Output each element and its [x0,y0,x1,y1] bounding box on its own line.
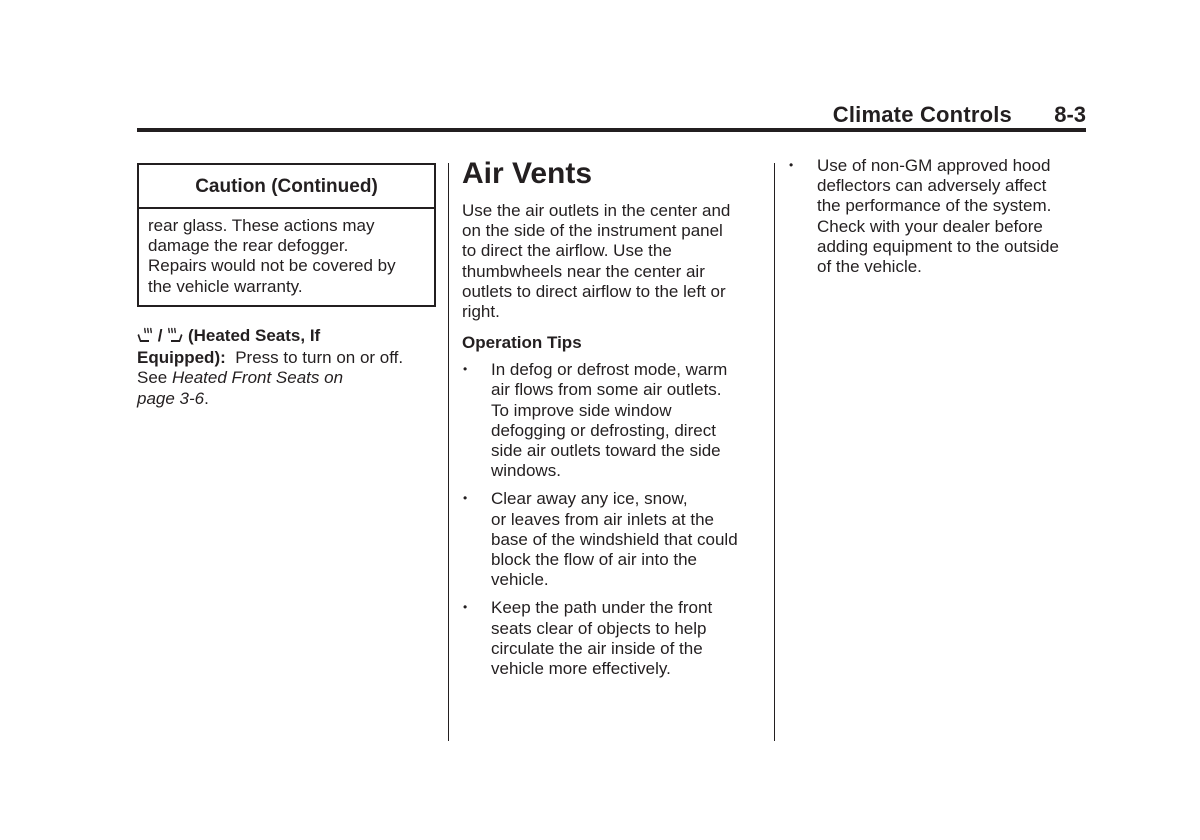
operation-tips-list [462,360,767,679]
list-item [462,489,767,590]
tip-line: defogging or defrosting, direct [491,420,716,440]
page-number: 8-3 [1054,102,1086,127]
bullet-icon: • [789,158,794,172]
column-divider-2 [774,163,775,741]
tip-line: base of the windshield that could [491,529,738,549]
tip-line: To improve side window [491,400,672,420]
heated-seats-line-1 [137,326,437,348]
caution-line: the vehicle warranty. [148,276,303,296]
heated-seats-line-3 [137,368,437,388]
note-line: deflectors can adversely affect [817,176,1047,196]
tip-line: or leaves from air inlets at the [491,509,714,529]
intro-line: on the side of the instrument panel [462,221,723,241]
caution-line: Repairs would not be covered by [148,256,396,276]
note-line: Use of non-GM approved hood [817,156,1051,175]
intro-line: thumbwheels near the center air [462,261,705,281]
tip-line: vehicle. [491,570,549,590]
icon-separator: / [157,326,163,345]
tip-line: Keep the path under the front [491,598,713,618]
heated-seats-line-4 [137,389,437,409]
intro-line: to direct the airflow. Use the [462,241,672,261]
heated-seat-driver-icon [137,326,153,348]
note-line: Check with your dealer before [817,216,1043,236]
tip-line: Clear away any ice, snow, [491,489,688,509]
tip-line: In defog or defrost mode, warm [491,360,728,380]
heated-seats-entry [137,326,437,409]
intro-line: outlets to direct airflow to the left or [462,281,726,301]
header-rule [137,128,1086,132]
list-item [462,360,767,481]
tip-line: side air outlets toward the side [491,441,721,461]
note-line: adding equipment to the outside [817,236,1059,256]
bullet-icon: • [463,491,468,506]
page-header [137,100,1086,130]
caution-box [137,163,436,307]
hood-deflector-list [788,156,1088,277]
reference-period: . [204,388,209,408]
intro-line: Use the air outlets in the center and [462,201,731,220]
caution-heading: Caution (Continued) [139,165,434,209]
cross-reference-page[interactable]: page 3-6 [137,388,205,408]
tip-line: circulate the air inside of the [491,638,703,658]
operation-tips-heading: Operation Tips [462,333,582,353]
chapter-title: Climate Controls [832,102,1012,127]
column-3 [788,156,1088,285]
heated-seats-label-2: Equipped): [137,348,226,368]
caution-line: rear glass. These actions may [148,216,375,235]
tip-line: vehicle more effectively. [491,659,671,679]
bullet-icon: • [463,362,468,377]
note-line: the performance of the system. [817,196,1052,216]
heated-seats-label: (Heated Seats, If [187,326,321,345]
intro-paragraph [462,201,767,322]
note-line: of the vehicle. [817,257,922,277]
list-item [462,598,767,679]
section-title: Air Vents [462,157,593,190]
intro-line: right. [462,302,500,322]
caution-text [139,209,434,305]
air-vents-section [462,156,767,687]
tip-line: air flows from some air outlets. [491,380,722,400]
tip-line: block the flow of air into the [491,550,698,570]
tip-line: windows. [491,461,561,481]
bullet-icon: • [463,600,468,615]
cross-reference-link[interactable]: Heated Front Seats on [171,368,344,388]
tip-line: seats clear of objects to help [491,618,707,638]
heated-seats-description: Press to turn on or off. [235,348,404,368]
column-divider-1 [448,163,449,741]
heated-seat-passenger-icon [167,326,183,348]
list-item [788,156,1088,277]
heated-seats-line-2 [137,348,437,368]
caution-line: damage the rear defogger. [148,236,349,256]
see-text: See [137,368,168,388]
